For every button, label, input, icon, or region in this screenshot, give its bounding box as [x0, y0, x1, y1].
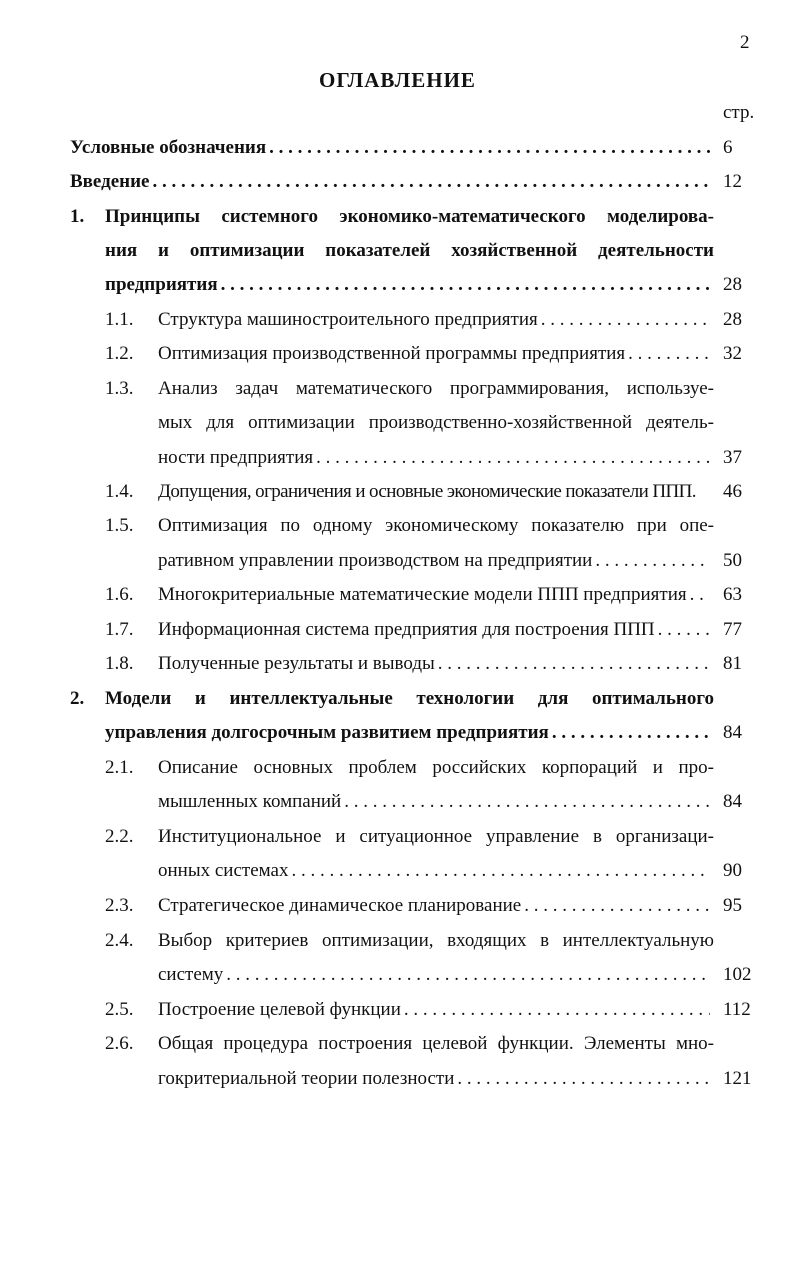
- toc-entry[interactable]: [158, 785, 713, 819]
- page-column-label: стр.: [723, 102, 755, 123]
- toc-entry[interactable]: [158, 613, 713, 647]
- toc-entry[interactable]: [158, 958, 713, 992]
- dot-leader: [226, 958, 710, 992]
- section-number: 2.2.: [105, 826, 134, 847]
- toc-page: 84: [723, 722, 742, 743]
- toc-entry[interactable]: [158, 337, 713, 371]
- toc-page: 46: [723, 481, 742, 502]
- dot-leader: [595, 544, 710, 578]
- dot-leader: [524, 889, 710, 923]
- toc-entry-text: гокритериальной теории полезности: [158, 1068, 455, 1089]
- toc-entry-line[interactable]: Институциональное и ситуационное управление в организаци-: [158, 826, 714, 847]
- toc-entry-text: онных системах: [158, 860, 289, 881]
- dot-leader: [316, 441, 710, 475]
- toc-entry[interactable]: [158, 889, 713, 923]
- toc-entry-text: Многокритериальные математические модели ППП предприятия: [158, 584, 687, 605]
- toc-entry-text: предприятия: [105, 274, 218, 295]
- chapter-number: 2.: [70, 688, 85, 709]
- toc-entry-line[interactable]: Выбор критериев оптимизации, входящих в интеллектуальную: [158, 930, 714, 951]
- toc-entry-line[interactable]: Общая процедура построения целевой функции. Элементы мно-: [158, 1033, 714, 1054]
- section-number: 2.3.: [105, 895, 134, 916]
- toc-entry[interactable]: [70, 165, 713, 199]
- toc-entry-text: Оптимизация производственной программы предприятия: [158, 343, 626, 364]
- toc-entry[interactable]: [158, 544, 713, 578]
- toc-entry[interactable]: [105, 268, 713, 302]
- toc-entry-line[interactable]: Анализ задач математического программирования, используе-: [158, 378, 714, 399]
- toc-entry[interactable]: [158, 303, 713, 337]
- dot-leader: [153, 165, 711, 199]
- section-number: 1.6.: [105, 584, 134, 605]
- toc-page: 63: [723, 584, 742, 605]
- page-number: 2: [740, 32, 750, 53]
- section-number: 2.4.: [105, 930, 134, 951]
- toc-page: 50: [723, 550, 742, 571]
- toc-page: 12: [723, 171, 742, 192]
- toc-entry-text: Стратегическое динамическое планирование: [158, 895, 522, 916]
- toc-entry-text: систему: [158, 964, 224, 985]
- toc-page: 37: [723, 447, 742, 468]
- toc-entry-text: Введение: [70, 171, 150, 192]
- toc-entry[interactable]: [158, 475, 718, 509]
- chapter-number: 1.: [70, 206, 85, 227]
- toc-entry-text: Построение целевой функции: [158, 999, 401, 1020]
- toc-page: 84: [723, 791, 742, 812]
- toc-entry-line[interactable]: мых для оптимизации производственно-хозяйственной деятель-: [158, 412, 714, 433]
- section-number: 1.5.: [105, 515, 134, 536]
- toc-page: 102: [723, 964, 752, 985]
- toc-entry-text: ности предприятия: [158, 447, 314, 468]
- toc-page: 81: [723, 653, 742, 674]
- dot-leader: [457, 1062, 710, 1096]
- dot-leader: [404, 993, 710, 1027]
- dot-leader: [628, 337, 710, 371]
- toc-page: 95: [723, 895, 742, 916]
- toc-entry[interactable]: [158, 993, 713, 1027]
- section-number: 2.5.: [105, 999, 134, 1020]
- dot-leader: [221, 268, 710, 302]
- toc-page: 77: [723, 619, 742, 640]
- toc-entry-line[interactable]: Описание основных проблем российских корпораций и про-: [158, 757, 714, 778]
- dot-leader: [344, 785, 710, 819]
- toc-entry-line[interactable]: Принципы системного экономико-математического моделирова-: [105, 206, 714, 227]
- toc-entry-line[interactable]: Оптимизация по одному экономическому показателю при опе-: [158, 515, 714, 536]
- toc-entry-text: Информационная система предприятия для построения ППП: [158, 619, 655, 640]
- toc-entry-line[interactable]: Модели и интеллектуальные технологии для оптимального: [105, 688, 714, 709]
- toc-entry[interactable]: [158, 647, 713, 681]
- toc-entry-text: ративном управлении производством на предприятии: [158, 550, 593, 571]
- dot-leader: [438, 647, 710, 681]
- section-number: 2.1.: [105, 757, 134, 778]
- toc-page: 121: [723, 1068, 752, 1089]
- section-number: 1.8.: [105, 653, 134, 674]
- section-number: 2.6.: [105, 1033, 134, 1054]
- dot-leader: [552, 716, 710, 750]
- toc-entry-line[interactable]: ния и оптимизации показателей хозяйственной деятельности: [105, 240, 714, 261]
- toc-entry-text: Полученные результаты и выводы: [158, 653, 435, 674]
- section-number: 1.1.: [105, 309, 134, 330]
- section-number: 1.3.: [105, 378, 134, 399]
- dot-leader: [269, 131, 710, 165]
- toc-entry-text: мышленных компаний: [158, 791, 342, 812]
- dot-leader: [291, 854, 710, 888]
- toc-entry-text: управления долгосрочным развитием предприятия: [105, 722, 549, 743]
- dot-leader: [541, 303, 710, 337]
- toc-entry[interactable]: [158, 854, 713, 888]
- section-number: 1.4.: [105, 481, 134, 502]
- toc-page: 90: [723, 860, 742, 881]
- toc-entry[interactable]: [158, 441, 713, 475]
- toc-page: 28: [723, 309, 742, 330]
- toc-entry-text: Условные обозначения: [70, 137, 267, 158]
- toc-entry-text: Допущения, ограничения и основные экономические показатели ППП.: [158, 481, 696, 502]
- toc-page: 112: [723, 999, 751, 1020]
- section-number: 1.7.: [105, 619, 134, 640]
- section-number: 1.2.: [105, 343, 134, 364]
- toc-page: 32: [723, 343, 742, 364]
- toc-entry-text: Структура машиностроительного предприятия: [158, 309, 538, 330]
- toc-entry[interactable]: [158, 1062, 713, 1096]
- toc-entry[interactable]: [158, 578, 713, 612]
- toc-entry[interactable]: [105, 716, 713, 750]
- page-title: ОГЛАВЛЕНИЕ: [319, 68, 476, 92]
- dot-leader: [658, 613, 710, 647]
- dot-leader: [690, 578, 710, 612]
- toc-entry[interactable]: [70, 131, 713, 165]
- toc-page: 6: [723, 137, 733, 158]
- toc-page: 28: [723, 274, 742, 295]
